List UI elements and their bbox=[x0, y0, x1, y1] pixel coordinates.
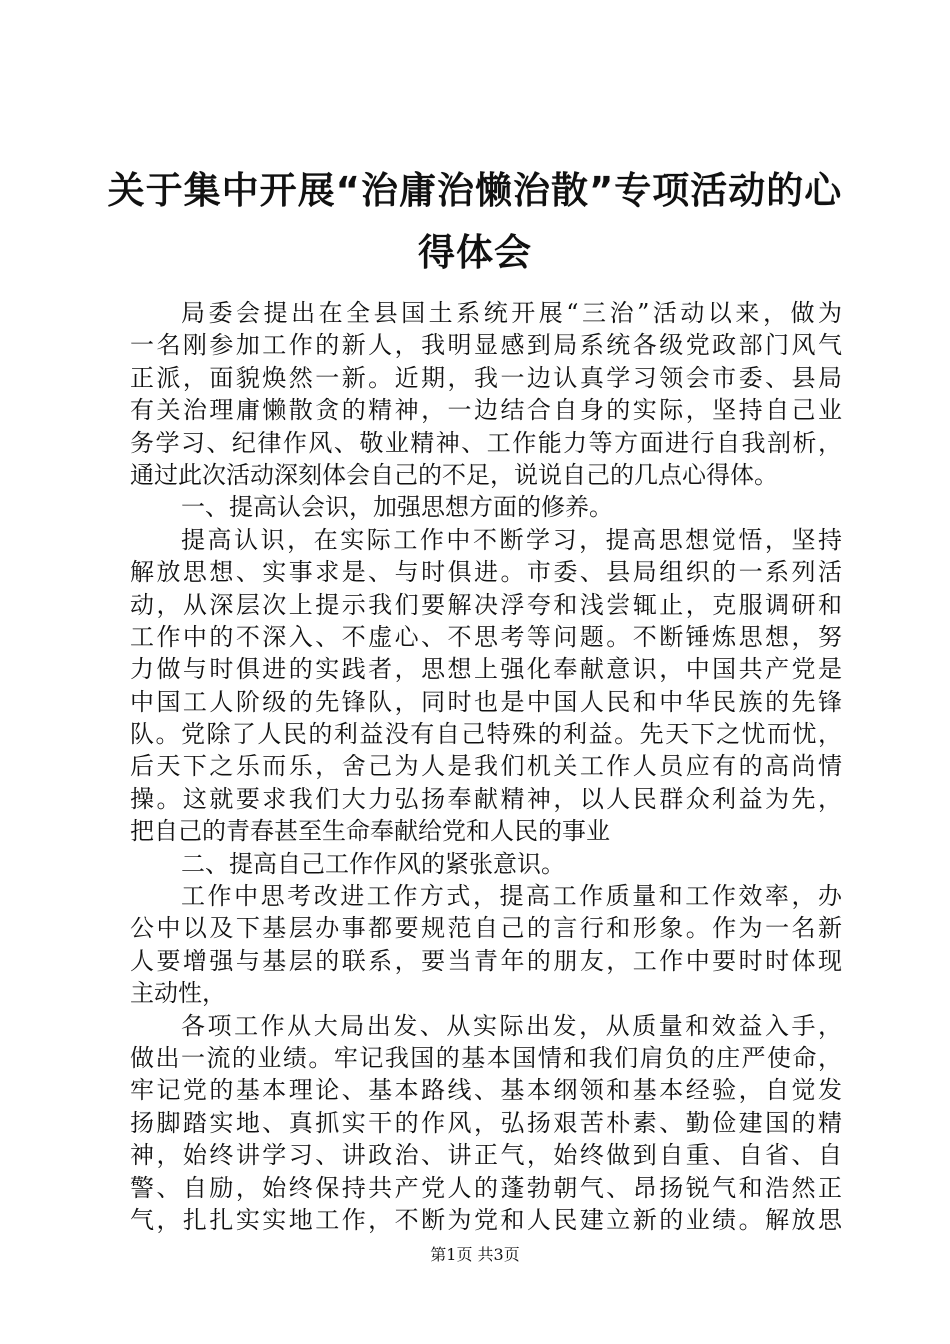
text-line: 工作中思考改进工作方式，提高工作质量和工作效率，办 bbox=[181, 882, 842, 911]
text-line: 一名刚参加工作的新人，我明显感到局系统各级党政部门风气 bbox=[130, 331, 842, 360]
text-line: 队。党除了人民的利益没有自己特殊的利益。先天下之忧而忧， bbox=[130, 720, 842, 749]
text-line: 后天下之乐而乐，舍己为人是我们机关工作人员应有的高尚情 bbox=[130, 752, 842, 781]
text-line: 务学习、纪律作风、敬业精神、工作能力等方面进行自我剖析， bbox=[130, 428, 842, 457]
section-heading: 一、提高认会识，加强思想方面的修养。 bbox=[181, 493, 613, 522]
text-line: 主动性， bbox=[130, 979, 226, 1008]
text-line: 提高认识，在实际工作中不断学习，提高思想觉悟，坚持 bbox=[181, 525, 842, 554]
text-line: 操。这就要求我们大力弘扬奉献精神，以人民群众利益为先， bbox=[130, 784, 842, 813]
text-line: 把自己的青春甚至生命奉献给党和人民的事业 bbox=[130, 817, 610, 846]
section-heading: 二、提高自己工作作风的紧张意识。 bbox=[181, 849, 565, 878]
document-title bbox=[100, 160, 850, 284]
text-line: 人要增强与基层的联系，要当青年的朋友，工作中要时时体现 bbox=[130, 946, 842, 975]
document-body bbox=[130, 297, 842, 1236]
text-line: 有关治理庸懒散贪的精神，一边结合自身的实际，坚持自己业 bbox=[130, 396, 842, 425]
text-line: 牢记党的基本理论、基本路线、基本纲领和基本经验，自觉发 bbox=[130, 1076, 842, 1105]
text-line: 公中以及下基层办事都要规范自己的言行和形象。作为一名新 bbox=[130, 914, 842, 943]
text-line: 警、自励，始终保持共产党人的蓬勃朝气、昂扬锐气和浩然正 bbox=[130, 1173, 842, 1202]
text-line: 神，始终讲学习、讲政治、讲正气，始终做到自重、自省、自 bbox=[130, 1141, 842, 1170]
text-line: 解放思想、实事求是、与时俱进。市委、县局组织的一系列活 bbox=[130, 558, 842, 587]
title-line-1: 关于集中开展“治庸治懒治散”专项活动的心 bbox=[107, 169, 843, 212]
text-line: 中国工人阶级的先锋队，同时也是中国人民和中华民族的先锋 bbox=[130, 687, 842, 716]
text-line: 局委会提出在全县国土系统开展“三治”活动以来，做为 bbox=[181, 299, 842, 327]
text-line: 扬脚踏实地、真抓实干的作风，弘扬艰苦朴素、勤俭建国的精 bbox=[130, 1108, 842, 1137]
text-line: 正派，面貌焕然一新。近期，我一边认真学习领会市委、县局 bbox=[130, 363, 842, 392]
text-line: 通过此次活动深刻体会自己的不足，说说自己的几点心得体。 bbox=[130, 460, 778, 489]
text-line: 工作中的不深入、不虚心、不思考等问题。不断锤炼思想，努 bbox=[130, 622, 842, 651]
text-line: 动，从深层次上提示我们要解决浮夸和浅尝辄止，克服调研和 bbox=[130, 590, 842, 619]
text-line: 力做与时俱进的实践者，思想上强化奉献意识，中国共产党是 bbox=[130, 655, 842, 684]
text-line: 各项工作从大局出发、从实际出发，从质量和效益入手， bbox=[181, 1011, 842, 1040]
page-footer: 第1页 共3页 bbox=[430, 1245, 520, 1264]
text-line: 做出一流的业绩。牢记我国的基本国情和我们肩负的庄严使命， bbox=[130, 1043, 842, 1072]
title-line-2: 得体会 bbox=[418, 231, 532, 274]
text-line: 气，扎扎实实地工作，不断为党和人民建立新的业绩。解放思 bbox=[130, 1205, 842, 1234]
